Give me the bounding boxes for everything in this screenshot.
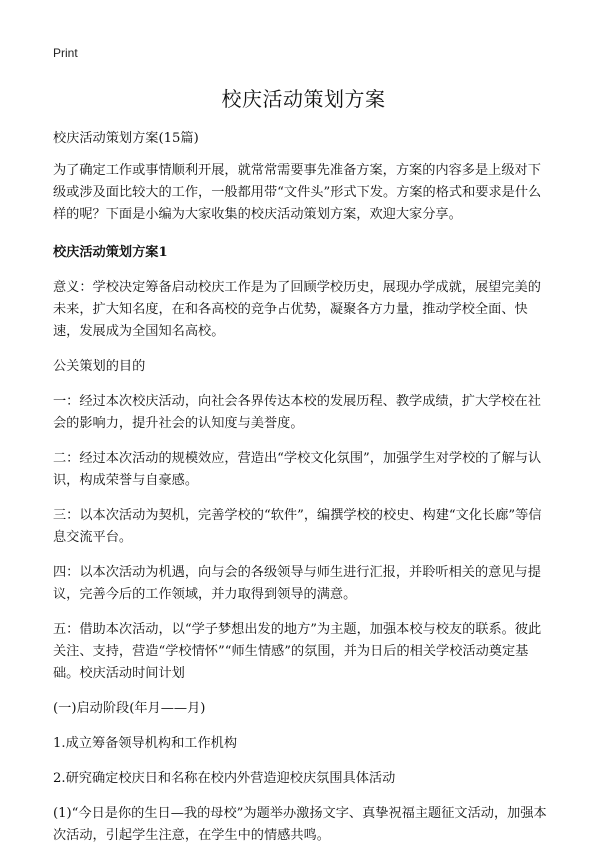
paragraph-goal-3: 三：以本次活动为契机，完善学校的“软件”，编撰学校的校史、构建“文化长廊”等信息交流平台。 [53, 508, 542, 545]
paragraph-pr-purpose: 公关策划的目的 [53, 359, 146, 374]
paragraph-significance: 意义：学校决定筹备启动校庆工作是为了回顾学校历史，展现办学成就，展望完美的未来，扩大知名度，在和各高校的竞争占优势，凝聚各方力量，推动学校全面、快速，发展成为全国知名高校。 [53, 280, 541, 339]
document-subtitle: 校庆活动策划方案(15篇) [53, 131, 199, 146]
paragraph-step-1: 1.成立筹备领导机构和工作机构 [53, 736, 238, 751]
paragraph-goal-1: 一：经过本次校庆活动，向社会各界传达本校的发展历程、教学成绩，扩大学校在社会的影响力，提升社会的认知度与美誉度。 [53, 394, 541, 431]
page-title: 校庆活动策划方案 [221, 87, 386, 111]
print-link[interactable]: Print [53, 46, 78, 60]
paragraph-activity-1: (1)“今日是你的生日—我的母校”为题举办激扬文字、真挚祝福主题征文活动，加强本次活动，引起学生注意，在学生中的情感共鸣。 [53, 806, 547, 843]
paragraph-goal-5: 五：借助本次活动，以“学子梦想出发的地方”为主题，加强本校与校友的联系。彼此关注、支持，营造“学校情怀”“师生情感”的氛围，并为日后的相关学校活动奠定基础。校庆活动时间计划 [53, 622, 542, 681]
paragraph-goal-4: 四：以本次活动为机遇，向与会的各级领导与师生进行汇报，并聆听相关的意见与提议，完善今后的工作领域，并力取得到领导的满意。 [53, 565, 541, 602]
paragraph-step-2: 2.研究确定校庆日和名称在校内外营造迎校庆氛围具体活动 [53, 771, 396, 786]
paragraph-goal-2: 二：经过本次活动的规模效应，营造出“学校文化氛围”，加强学生对学校的了解与认识，构成荣誉与自豪感。 [53, 451, 542, 488]
section-heading: 校庆活动策划方案1 [53, 245, 168, 260]
paragraph-phase-start: (一)启动阶段(年月——月) [53, 701, 206, 716]
intro-paragraph: 为了确定工作或事情顺利开展，就常常需要事先准备方案，方案的内容多是上级对下级或涉及面比较大的工作，一般都用带“文件头”形式下发。方案的格式和要求是什么样的呢？下面是小编为大家收集的校庆活动策划方案，欢迎大家分享。 [53, 163, 542, 222]
